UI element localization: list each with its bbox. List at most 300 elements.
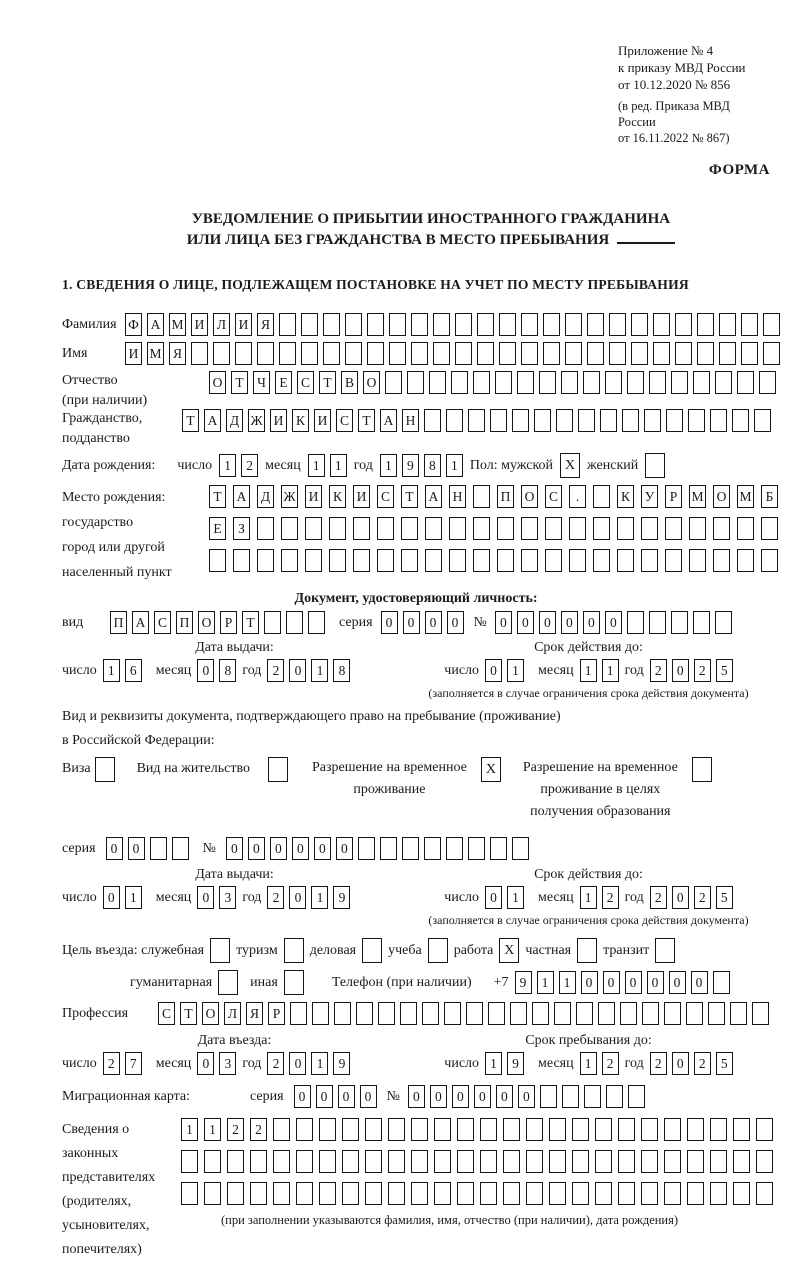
char-box[interactable]: 1 bbox=[311, 1052, 328, 1075]
char-box[interactable] bbox=[235, 342, 252, 365]
char-box[interactable]: О bbox=[209, 371, 226, 394]
char-box[interactable]: 2 bbox=[103, 1052, 120, 1075]
char-box[interactable] bbox=[468, 409, 485, 432]
char-box[interactable] bbox=[556, 409, 573, 432]
char-box[interactable] bbox=[209, 549, 226, 572]
char-box[interactable]: С bbox=[154, 611, 171, 634]
char-box[interactable] bbox=[227, 1182, 244, 1205]
char-box[interactable]: Т bbox=[401, 485, 418, 508]
char-box[interactable] bbox=[455, 342, 472, 365]
char-box[interactable] bbox=[257, 517, 274, 540]
char-box[interactable] bbox=[617, 549, 634, 572]
char-box[interactable]: 6 bbox=[125, 659, 142, 682]
char-box[interactable] bbox=[365, 1150, 382, 1173]
char-box[interactable]: Ч bbox=[253, 371, 270, 394]
char-box[interactable]: А bbox=[425, 485, 442, 508]
char-box[interactable] bbox=[631, 342, 648, 365]
char-box[interactable]: 0 bbox=[197, 1052, 214, 1075]
char-box[interactable]: Д bbox=[226, 409, 243, 432]
char-box[interactable]: 0 bbox=[452, 1085, 469, 1108]
char-box[interactable] bbox=[150, 837, 167, 860]
char-box[interactable]: 0 bbox=[314, 837, 331, 860]
edu-permit-checkbox[interactable] bbox=[692, 757, 712, 782]
char-box[interactable]: С bbox=[377, 485, 394, 508]
char-box[interactable] bbox=[477, 313, 494, 336]
char-box[interactable] bbox=[593, 485, 610, 508]
purpose-private-checkbox[interactable] bbox=[577, 938, 597, 963]
char-box[interactable] bbox=[595, 1182, 612, 1205]
char-box[interactable]: 1 bbox=[219, 454, 236, 477]
char-box[interactable] bbox=[641, 549, 658, 572]
char-box[interactable] bbox=[301, 313, 318, 336]
char-box[interactable] bbox=[345, 342, 362, 365]
char-box[interactable]: Т bbox=[182, 409, 199, 432]
char-box[interactable]: 0 bbox=[496, 1085, 513, 1108]
char-box[interactable] bbox=[402, 837, 419, 860]
char-box[interactable] bbox=[671, 371, 688, 394]
char-box[interactable] bbox=[323, 342, 340, 365]
char-box[interactable]: 0 bbox=[691, 971, 708, 994]
char-box[interactable]: М bbox=[169, 313, 186, 336]
char-box[interactable] bbox=[480, 1182, 497, 1205]
char-box[interactable] bbox=[730, 1002, 747, 1025]
char-box[interactable] bbox=[572, 1118, 589, 1141]
char-box[interactable]: Л bbox=[213, 313, 230, 336]
char-box[interactable] bbox=[301, 342, 318, 365]
char-box[interactable]: А bbox=[233, 485, 250, 508]
char-box[interactable]: О bbox=[202, 1002, 219, 1025]
char-box[interactable] bbox=[710, 1182, 727, 1205]
char-box[interactable]: 1 bbox=[380, 454, 397, 477]
char-box[interactable] bbox=[444, 1002, 461, 1025]
purpose-business-checkbox[interactable] bbox=[362, 938, 382, 963]
char-box[interactable] bbox=[578, 409, 595, 432]
char-box[interactable]: 1 bbox=[181, 1118, 198, 1141]
char-box[interactable] bbox=[407, 371, 424, 394]
char-box[interactable] bbox=[455, 313, 472, 336]
purpose-humanitarian-checkbox[interactable] bbox=[218, 970, 238, 995]
char-box[interactable]: М bbox=[147, 342, 164, 365]
char-box[interactable] bbox=[457, 1118, 474, 1141]
char-box[interactable]: 2 bbox=[650, 886, 667, 909]
char-box[interactable] bbox=[449, 549, 466, 572]
char-box[interactable]: 0 bbox=[289, 1052, 306, 1075]
char-box[interactable]: 0 bbox=[474, 1085, 491, 1108]
char-box[interactable] bbox=[565, 342, 582, 365]
char-box[interactable] bbox=[763, 342, 780, 365]
char-box[interactable] bbox=[617, 517, 634, 540]
char-box[interactable] bbox=[543, 313, 560, 336]
char-box[interactable] bbox=[329, 517, 346, 540]
char-box[interactable] bbox=[687, 1182, 704, 1205]
char-box[interactable] bbox=[308, 611, 325, 634]
char-box[interactable]: Е bbox=[209, 517, 226, 540]
char-box[interactable] bbox=[279, 342, 296, 365]
char-box[interactable]: 3 bbox=[219, 886, 236, 909]
gender-male-checkbox[interactable]: X bbox=[560, 453, 580, 478]
char-box[interactable]: 1 bbox=[446, 454, 463, 477]
char-box[interactable] bbox=[733, 1150, 750, 1173]
char-box[interactable] bbox=[710, 409, 727, 432]
char-box[interactable] bbox=[545, 517, 562, 540]
char-box[interactable]: 1 bbox=[204, 1118, 221, 1141]
char-box[interactable] bbox=[367, 342, 384, 365]
char-box[interactable]: И bbox=[270, 409, 287, 432]
char-box[interactable] bbox=[388, 1150, 405, 1173]
char-box[interactable]: 0 bbox=[495, 611, 512, 634]
char-box[interactable]: 0 bbox=[672, 659, 689, 682]
char-box[interactable] bbox=[457, 1150, 474, 1173]
char-box[interactable]: 0 bbox=[316, 1085, 333, 1108]
char-box[interactable]: М bbox=[689, 485, 706, 508]
char-box[interactable] bbox=[353, 517, 370, 540]
char-box[interactable]: К bbox=[329, 485, 346, 508]
char-box[interactable]: 0 bbox=[408, 1085, 425, 1108]
char-box[interactable] bbox=[296, 1118, 313, 1141]
char-box[interactable]: Ж bbox=[248, 409, 265, 432]
purpose-official-checkbox[interactable] bbox=[210, 938, 230, 963]
char-box[interactable] bbox=[279, 313, 296, 336]
char-box[interactable] bbox=[761, 517, 778, 540]
char-box[interactable] bbox=[741, 342, 758, 365]
char-box[interactable] bbox=[569, 517, 586, 540]
char-box[interactable] bbox=[641, 1118, 658, 1141]
char-box[interactable]: И bbox=[353, 485, 370, 508]
char-box[interactable] bbox=[593, 517, 610, 540]
char-box[interactable] bbox=[664, 1118, 681, 1141]
char-box[interactable] bbox=[710, 1150, 727, 1173]
char-box[interactable] bbox=[367, 313, 384, 336]
char-box[interactable] bbox=[378, 1002, 395, 1025]
char-box[interactable] bbox=[664, 1002, 681, 1025]
residence-permit-checkbox[interactable] bbox=[268, 757, 288, 782]
char-box[interactable] bbox=[473, 517, 490, 540]
char-box[interactable] bbox=[649, 371, 666, 394]
char-box[interactable] bbox=[584, 1085, 601, 1108]
char-box[interactable]: 0 bbox=[561, 611, 578, 634]
char-box[interactable] bbox=[466, 1002, 483, 1025]
char-box[interactable] bbox=[587, 313, 604, 336]
char-box[interactable]: Л bbox=[224, 1002, 241, 1025]
char-box[interactable] bbox=[572, 1150, 589, 1173]
char-box[interactable] bbox=[595, 1118, 612, 1141]
char-box[interactable] bbox=[675, 342, 692, 365]
char-box[interactable] bbox=[385, 371, 402, 394]
char-box[interactable] bbox=[411, 1182, 428, 1205]
title-blank-field[interactable] bbox=[617, 230, 675, 244]
char-box[interactable]: 2 bbox=[694, 659, 711, 682]
char-box[interactable]: 0 bbox=[270, 837, 287, 860]
char-box[interactable]: 8 bbox=[424, 454, 441, 477]
char-box[interactable] bbox=[642, 1002, 659, 1025]
char-box[interactable]: 0 bbox=[539, 611, 556, 634]
char-box[interactable] bbox=[191, 342, 208, 365]
char-box[interactable]: 0 bbox=[197, 659, 214, 682]
char-box[interactable] bbox=[649, 611, 666, 634]
char-box[interactable] bbox=[737, 549, 754, 572]
char-box[interactable] bbox=[653, 342, 670, 365]
char-box[interactable] bbox=[595, 1150, 612, 1173]
char-box[interactable] bbox=[473, 371, 490, 394]
char-box[interactable]: К bbox=[617, 485, 634, 508]
char-box[interactable] bbox=[713, 517, 730, 540]
char-box[interactable] bbox=[713, 971, 730, 994]
char-box[interactable] bbox=[323, 313, 340, 336]
char-box[interactable] bbox=[554, 1002, 571, 1025]
char-box[interactable] bbox=[665, 517, 682, 540]
char-box[interactable]: 1 bbox=[311, 886, 328, 909]
char-box[interactable]: Т bbox=[242, 611, 259, 634]
char-box[interactable]: 2 bbox=[602, 886, 619, 909]
char-box[interactable] bbox=[628, 1085, 645, 1108]
char-box[interactable]: И bbox=[125, 342, 142, 365]
char-box[interactable] bbox=[401, 549, 418, 572]
char-box[interactable]: 0 bbox=[336, 837, 353, 860]
char-box[interactable] bbox=[401, 517, 418, 540]
char-box[interactable]: Р bbox=[665, 485, 682, 508]
char-box[interactable] bbox=[499, 342, 516, 365]
char-box[interactable] bbox=[549, 1150, 566, 1173]
char-box[interactable]: Б bbox=[761, 485, 778, 508]
char-box[interactable] bbox=[664, 1182, 681, 1205]
char-box[interactable]: 0 bbox=[669, 971, 686, 994]
char-box[interactable] bbox=[377, 517, 394, 540]
char-box[interactable] bbox=[213, 342, 230, 365]
char-box[interactable]: 1 bbox=[580, 659, 597, 682]
char-box[interactable] bbox=[388, 1118, 405, 1141]
char-box[interactable]: 0 bbox=[583, 611, 600, 634]
purpose-tourism-checkbox[interactable] bbox=[284, 938, 304, 963]
char-box[interactable] bbox=[713, 549, 730, 572]
char-box[interactable] bbox=[641, 1182, 658, 1205]
char-box[interactable] bbox=[473, 485, 490, 508]
char-box[interactable]: 0 bbox=[289, 659, 306, 682]
char-box[interactable]: 9 bbox=[402, 454, 419, 477]
char-box[interactable] bbox=[719, 313, 736, 336]
char-box[interactable] bbox=[737, 371, 754, 394]
char-box[interactable]: 0 bbox=[403, 611, 420, 634]
char-box[interactable] bbox=[468, 837, 485, 860]
char-box[interactable]: 3 bbox=[219, 1052, 236, 1075]
char-box[interactable] bbox=[250, 1150, 267, 1173]
char-box[interactable] bbox=[754, 409, 771, 432]
char-box[interactable] bbox=[273, 1150, 290, 1173]
char-box[interactable] bbox=[512, 837, 529, 860]
char-box[interactable] bbox=[526, 1150, 543, 1173]
char-box[interactable] bbox=[756, 1182, 773, 1205]
char-box[interactable] bbox=[733, 1182, 750, 1205]
gender-female-checkbox[interactable] bbox=[645, 453, 665, 478]
char-box[interactable] bbox=[257, 549, 274, 572]
char-box[interactable]: 1 bbox=[485, 1052, 502, 1075]
char-box[interactable] bbox=[756, 1118, 773, 1141]
char-box[interactable]: 0 bbox=[447, 611, 464, 634]
char-box[interactable] bbox=[356, 1002, 373, 1025]
char-box[interactable] bbox=[411, 1118, 428, 1141]
char-box[interactable] bbox=[377, 549, 394, 572]
char-box[interactable] bbox=[497, 549, 514, 572]
char-box[interactable] bbox=[593, 549, 610, 572]
char-box[interactable]: С bbox=[297, 371, 314, 394]
char-box[interactable]: 2 bbox=[267, 886, 284, 909]
char-box[interactable]: 1 bbox=[580, 1052, 597, 1075]
char-box[interactable] bbox=[631, 313, 648, 336]
char-box[interactable] bbox=[451, 371, 468, 394]
char-box[interactable] bbox=[433, 342, 450, 365]
char-box[interactable] bbox=[665, 549, 682, 572]
char-box[interactable] bbox=[600, 409, 617, 432]
char-box[interactable]: З bbox=[233, 517, 250, 540]
char-box[interactable]: 0 bbox=[103, 886, 120, 909]
char-box[interactable]: И bbox=[314, 409, 331, 432]
char-box[interactable] bbox=[715, 371, 732, 394]
char-box[interactable] bbox=[296, 1182, 313, 1205]
char-box[interactable]: В bbox=[341, 371, 358, 394]
char-box[interactable]: 2 bbox=[267, 659, 284, 682]
char-box[interactable] bbox=[457, 1182, 474, 1205]
char-box[interactable]: О bbox=[198, 611, 215, 634]
char-box[interactable] bbox=[490, 409, 507, 432]
char-box[interactable] bbox=[687, 1118, 704, 1141]
char-box[interactable] bbox=[264, 611, 281, 634]
char-box[interactable] bbox=[510, 1002, 527, 1025]
char-box[interactable] bbox=[534, 409, 551, 432]
char-box[interactable]: Ж bbox=[281, 485, 298, 508]
char-box[interactable] bbox=[319, 1182, 336, 1205]
char-box[interactable] bbox=[286, 611, 303, 634]
char-box[interactable]: 1 bbox=[537, 971, 554, 994]
char-box[interactable]: 8 bbox=[333, 659, 350, 682]
char-box[interactable] bbox=[697, 313, 714, 336]
char-box[interactable]: 7 bbox=[125, 1052, 142, 1075]
char-box[interactable] bbox=[689, 549, 706, 572]
char-box[interactable] bbox=[737, 517, 754, 540]
char-box[interactable]: А bbox=[132, 611, 149, 634]
char-box[interactable] bbox=[517, 371, 534, 394]
char-box[interactable] bbox=[305, 517, 322, 540]
char-box[interactable] bbox=[549, 1182, 566, 1205]
char-box[interactable] bbox=[583, 371, 600, 394]
char-box[interactable]: Е bbox=[275, 371, 292, 394]
char-box[interactable]: 0 bbox=[581, 971, 598, 994]
char-box[interactable] bbox=[503, 1182, 520, 1205]
char-box[interactable] bbox=[425, 517, 442, 540]
char-box[interactable]: 9 bbox=[333, 886, 350, 909]
char-box[interactable]: 1 bbox=[559, 971, 576, 994]
char-box[interactable] bbox=[741, 313, 758, 336]
char-box[interactable]: Т bbox=[319, 371, 336, 394]
char-box[interactable] bbox=[181, 1182, 198, 1205]
char-box[interactable]: С bbox=[545, 485, 562, 508]
char-box[interactable] bbox=[389, 342, 406, 365]
char-box[interactable] bbox=[627, 371, 644, 394]
char-box[interactable]: Д bbox=[257, 485, 274, 508]
char-box[interactable]: 0 bbox=[603, 971, 620, 994]
char-box[interactable] bbox=[686, 1002, 703, 1025]
char-box[interactable] bbox=[587, 342, 604, 365]
char-box[interactable] bbox=[671, 611, 688, 634]
char-box[interactable]: 5 bbox=[716, 1052, 733, 1075]
char-box[interactable]: Н bbox=[449, 485, 466, 508]
char-box[interactable] bbox=[411, 1150, 428, 1173]
char-box[interactable] bbox=[732, 409, 749, 432]
char-box[interactable]: 2 bbox=[267, 1052, 284, 1075]
char-box[interactable]: 0 bbox=[289, 886, 306, 909]
char-box[interactable]: Т bbox=[358, 409, 375, 432]
char-box[interactable] bbox=[422, 1002, 439, 1025]
char-box[interactable] bbox=[689, 517, 706, 540]
char-box[interactable]: 2 bbox=[694, 1052, 711, 1075]
char-box[interactable] bbox=[710, 1118, 727, 1141]
char-box[interactable] bbox=[606, 1085, 623, 1108]
char-box[interactable] bbox=[618, 1150, 635, 1173]
char-box[interactable]: И bbox=[305, 485, 322, 508]
char-box[interactable]: 2 bbox=[694, 886, 711, 909]
char-box[interactable] bbox=[561, 371, 578, 394]
char-box[interactable]: П bbox=[110, 611, 127, 634]
char-box[interactable]: 0 bbox=[197, 886, 214, 909]
purpose-work-checkbox[interactable]: X bbox=[499, 938, 519, 963]
char-box[interactable] bbox=[380, 837, 397, 860]
char-box[interactable]: 8 bbox=[219, 659, 236, 682]
char-box[interactable]: 1 bbox=[580, 886, 597, 909]
char-box[interactable] bbox=[400, 1002, 417, 1025]
purpose-transit-checkbox[interactable] bbox=[655, 938, 675, 963]
char-box[interactable] bbox=[618, 1118, 635, 1141]
char-box[interactable]: Н bbox=[402, 409, 419, 432]
char-box[interactable]: Р bbox=[268, 1002, 285, 1025]
char-box[interactable] bbox=[618, 1182, 635, 1205]
char-box[interactable]: 1 bbox=[103, 659, 120, 682]
char-box[interactable] bbox=[319, 1118, 336, 1141]
char-box[interactable]: 0 bbox=[672, 1052, 689, 1075]
char-box[interactable] bbox=[433, 313, 450, 336]
char-box[interactable] bbox=[572, 1182, 589, 1205]
char-box[interactable] bbox=[512, 409, 529, 432]
char-box[interactable] bbox=[576, 1002, 593, 1025]
char-box[interactable]: И bbox=[235, 313, 252, 336]
char-box[interactable] bbox=[424, 837, 441, 860]
char-box[interactable] bbox=[759, 371, 776, 394]
char-box[interactable]: 0 bbox=[360, 1085, 377, 1108]
char-box[interactable] bbox=[664, 1150, 681, 1173]
char-box[interactable] bbox=[329, 549, 346, 572]
char-box[interactable] bbox=[353, 549, 370, 572]
char-box[interactable] bbox=[429, 371, 446, 394]
char-box[interactable]: 0 bbox=[381, 611, 398, 634]
char-box[interactable]: 0 bbox=[106, 837, 123, 860]
char-box[interactable]: 0 bbox=[128, 837, 145, 860]
char-box[interactable]: Т bbox=[180, 1002, 197, 1025]
char-box[interactable] bbox=[281, 549, 298, 572]
char-box[interactable]: А bbox=[204, 409, 221, 432]
char-box[interactable]: Р bbox=[220, 611, 237, 634]
char-box[interactable]: О bbox=[363, 371, 380, 394]
char-box[interactable] bbox=[644, 409, 661, 432]
char-box[interactable]: Ф bbox=[125, 313, 142, 336]
char-box[interactable] bbox=[172, 837, 189, 860]
char-box[interactable] bbox=[342, 1150, 359, 1173]
char-box[interactable] bbox=[565, 313, 582, 336]
char-box[interactable]: О bbox=[713, 485, 730, 508]
char-box[interactable] bbox=[434, 1118, 451, 1141]
char-box[interactable] bbox=[488, 1002, 505, 1025]
char-box[interactable]: У bbox=[641, 485, 658, 508]
char-box[interactable] bbox=[281, 517, 298, 540]
char-box[interactable] bbox=[761, 549, 778, 572]
char-box[interactable] bbox=[641, 517, 658, 540]
char-box[interactable] bbox=[532, 1002, 549, 1025]
